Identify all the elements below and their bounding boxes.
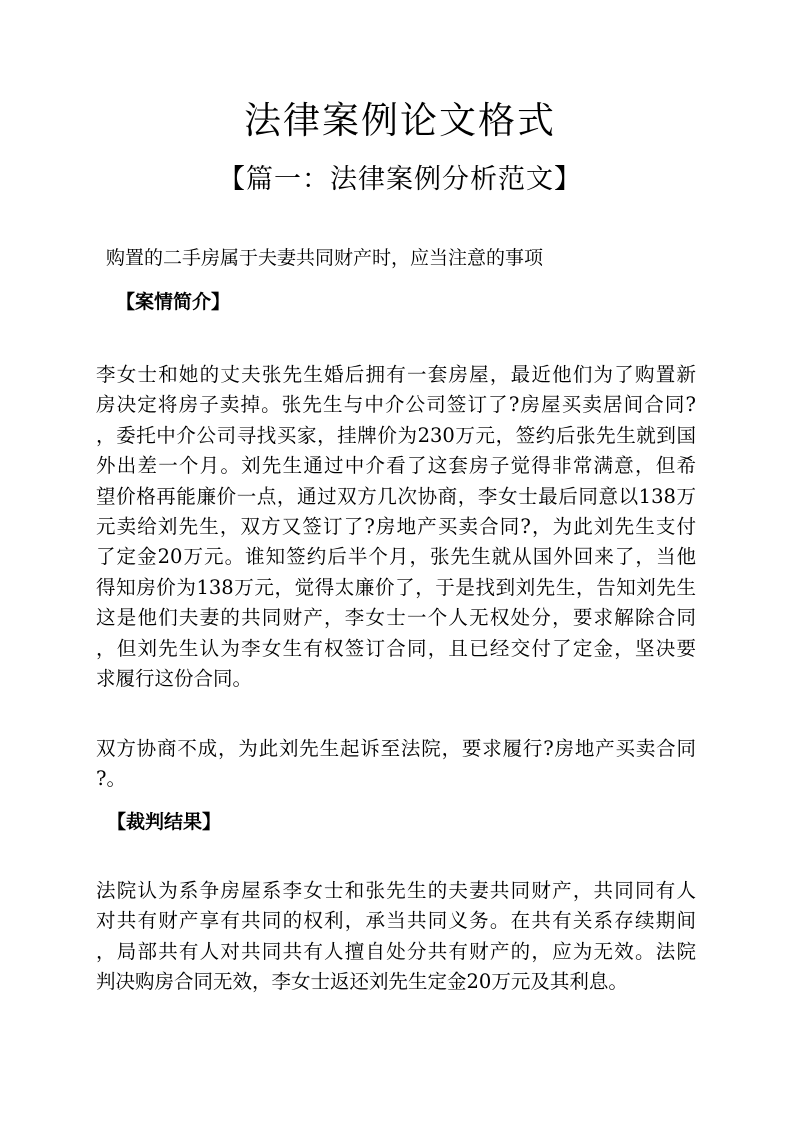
- paragraph-line: 望价格再能廉价一点，通过双方几次协商，李女士最后同意以138万: [96, 484, 696, 508]
- paragraph-line: 元卖给刘先生，双方又签订了?房地产买卖合同?，为此刘先生支付: [96, 515, 696, 539]
- paragraph-line: 求履行这份合同。: [96, 667, 253, 691]
- paragraph-line: ，委托中介公司寻找买家，挂牌价为230万元，签约后张先生就到国: [96, 423, 696, 447]
- paragraph-line: ，但刘先生认为李女生有权签订合同，且已经交付了定金，坚决要: [96, 636, 696, 660]
- paragraph-line: 双方协商不成，为此刘先生起诉至法院，要求履行?房地产买卖合同: [96, 737, 696, 760]
- document-title: 法律案例论文格式: [244, 99, 556, 142]
- paragraph-line: 对共有财产享有共同的权利，承当共同义务。在共有关系存续期间: [96, 909, 696, 933]
- paragraph-line: 房决定将房子卖掉。张先生与中介公司签订了?房屋买卖居间合同?: [96, 393, 696, 417]
- paragraph-line: 得知房价为138万元，觉得太廉价了，于是找到刘先生，告知刘先生: [96, 575, 696, 599]
- paragraph-line: ?。: [96, 767, 126, 791]
- paragraph-line: 李女士和她的丈夫张先生婚后拥有一套房屋，最近他们为了购置新: [96, 363, 696, 386]
- document-subtitle: 【篇一：法律案例分析范文】: [218, 164, 582, 195]
- paragraph-line: 判决购房合同无效，李女士返还刘先生定金20万元及其利息。: [96, 970, 628, 994]
- paragraph-line: 法院认为系争房屋系李女士和张先生的夫妻共同财产，共同同有人: [96, 879, 696, 902]
- dispute-paragraph: [96, 734, 696, 795]
- verdict-heading: 【裁判结果】: [107, 811, 222, 833]
- paragraph-line: 了定金20万元。谁知签约后半个月，张先生就从国外回来了，当他: [96, 545, 696, 569]
- case-title: 购置的二手房属于夫妻共同财产时，应当注意的事项: [106, 247, 544, 269]
- case-intro-heading: 【案情简介】: [116, 291, 231, 313]
- paragraph-line: ，局部共有人对共同共有人擅自处分共有财产的，应为无效。法院: [96, 939, 696, 963]
- case-intro-paragraph: [96, 360, 696, 694]
- paragraph-line: 这是他们夫妻的共同财产，李女士一个人无权处分，要求解除合同: [96, 606, 696, 630]
- verdict-paragraph: [96, 876, 696, 998]
- paragraph-line: 外出差一个月。刘先生通过中介看了这套房子觉得非常满意，但希: [96, 454, 696, 478]
